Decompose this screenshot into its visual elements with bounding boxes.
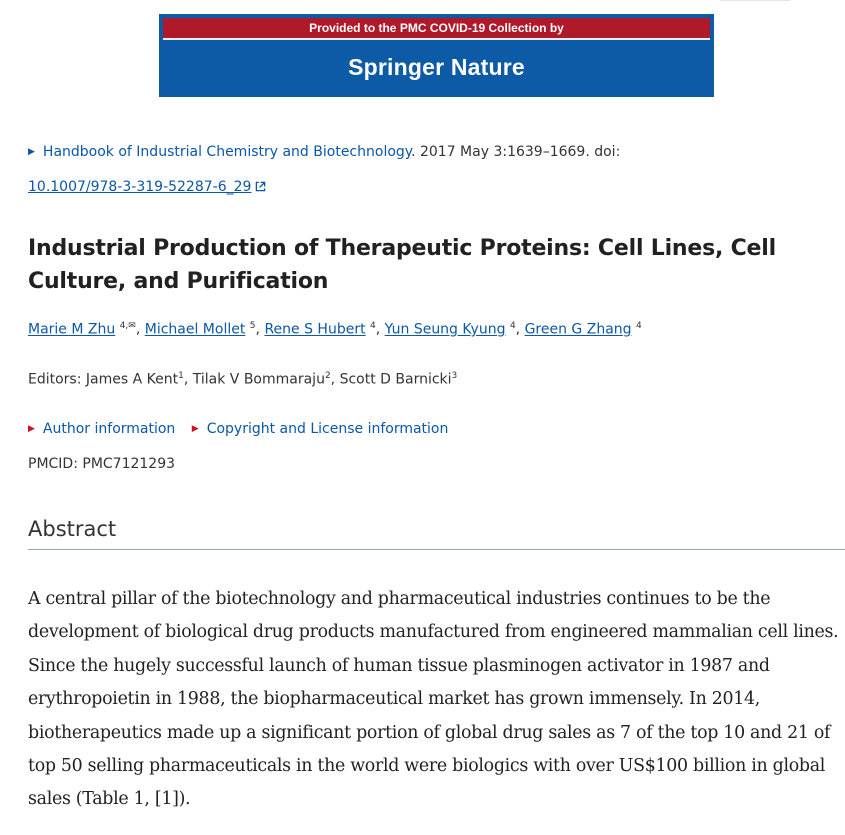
editors-label: Editors: [28,371,86,388]
editor-name: Tilak V Bommaraju [192,371,325,388]
editor-affiliation: 2 [324,371,331,381]
triangle-icon: ▶ [28,147,35,157]
author-link[interactable]: Rene S Hubert [264,321,366,338]
author-affiliation[interactable]: 4 [370,321,376,331]
triangle-icon: ▶ [191,424,199,434]
publisher-banner[interactable] [159,14,714,97]
author-affiliation[interactable]: 5 [249,321,256,331]
doi-link[interactable] [28,179,266,195]
editor-affiliation: 1 [178,371,184,381]
author-information-toggle[interactable] [28,421,175,437]
top-divider [720,0,790,1]
author-list: Marie M Zhu $^{4,✉}$, Michael Mollet $^5$, Rene S Hubert $^4$, Yun Seung Kyung $^4$, Green G Zhang $^4$ [28,321,642,338]
article-title: Industrial Production of Therapeutic Proteins: Cell Lines, Cell Culture, and Purification [28,236,776,294]
journal-link[interactable]: Handbook of Industrial Chemistry and Biotechnology [42,144,412,160]
author-link[interactable]: Marie M Zhu [28,321,116,338]
pmcid: PMCID: PMC7121293 [28,456,176,472]
abstract-text: A central pillar of the biotechnology and pharmaceutical industries continues to be the development of biological drug products manufactured from engineered mammalian cell lines. Since the hugely successful launch of human tissue plasminogen activator in 1987 and erythropoietin in 1988, the biopharmaceutical market has grown immensely. In 2014, biotherapeutics made up a significant portion of global drug sales as 7 of the top 10 and 21 of top 50 selling pharmaceuticals in the world were biologics with over US$100 billion in global sales (Table 1, [1]). [28,589,839,810]
citation [28,136,828,204]
triangle-icon: ▶ [28,424,35,434]
author-affiliation[interactable]: 4,✉ [119,321,136,331]
editor-affiliation: 3 [451,371,458,381]
author-link[interactable]: Michael Mollet [144,321,246,338]
external-link-icon [255,181,266,192]
editor-name: James A Kent [85,371,179,388]
copyright-license-label: Copyright and License information [206,421,449,437]
author-affiliation[interactable]: 4 [509,321,516,331]
abstract-heading: Abstract [28,517,845,550]
author-information-label: Author information [42,421,176,437]
author-link[interactable]: Green G Zhang [524,321,632,338]
banner-strip: Provided to the PMC COVID-19 Collection by [163,18,710,40]
copyright-license-toggle[interactable] [192,421,449,437]
info-links [28,421,460,437]
doi-text: 10.1007/978-3-319-52287-6_29 [28,179,252,195]
banner-publisher-name: Springer Nature [348,54,525,80]
citation-details: . 2017 May 3:1639–1669. doi: [411,144,621,160]
author-affiliation[interactable]: 4 [635,321,642,331]
editor-list: Editors: James A Kent$^1$, Tilak V Bommaraju$^2$, Scott D Barnicki$^3$ [28,371,458,388]
author-link[interactable]: Yun Seung Kyung [384,321,506,338]
editor-name: Scott D Barnicki [339,371,452,388]
